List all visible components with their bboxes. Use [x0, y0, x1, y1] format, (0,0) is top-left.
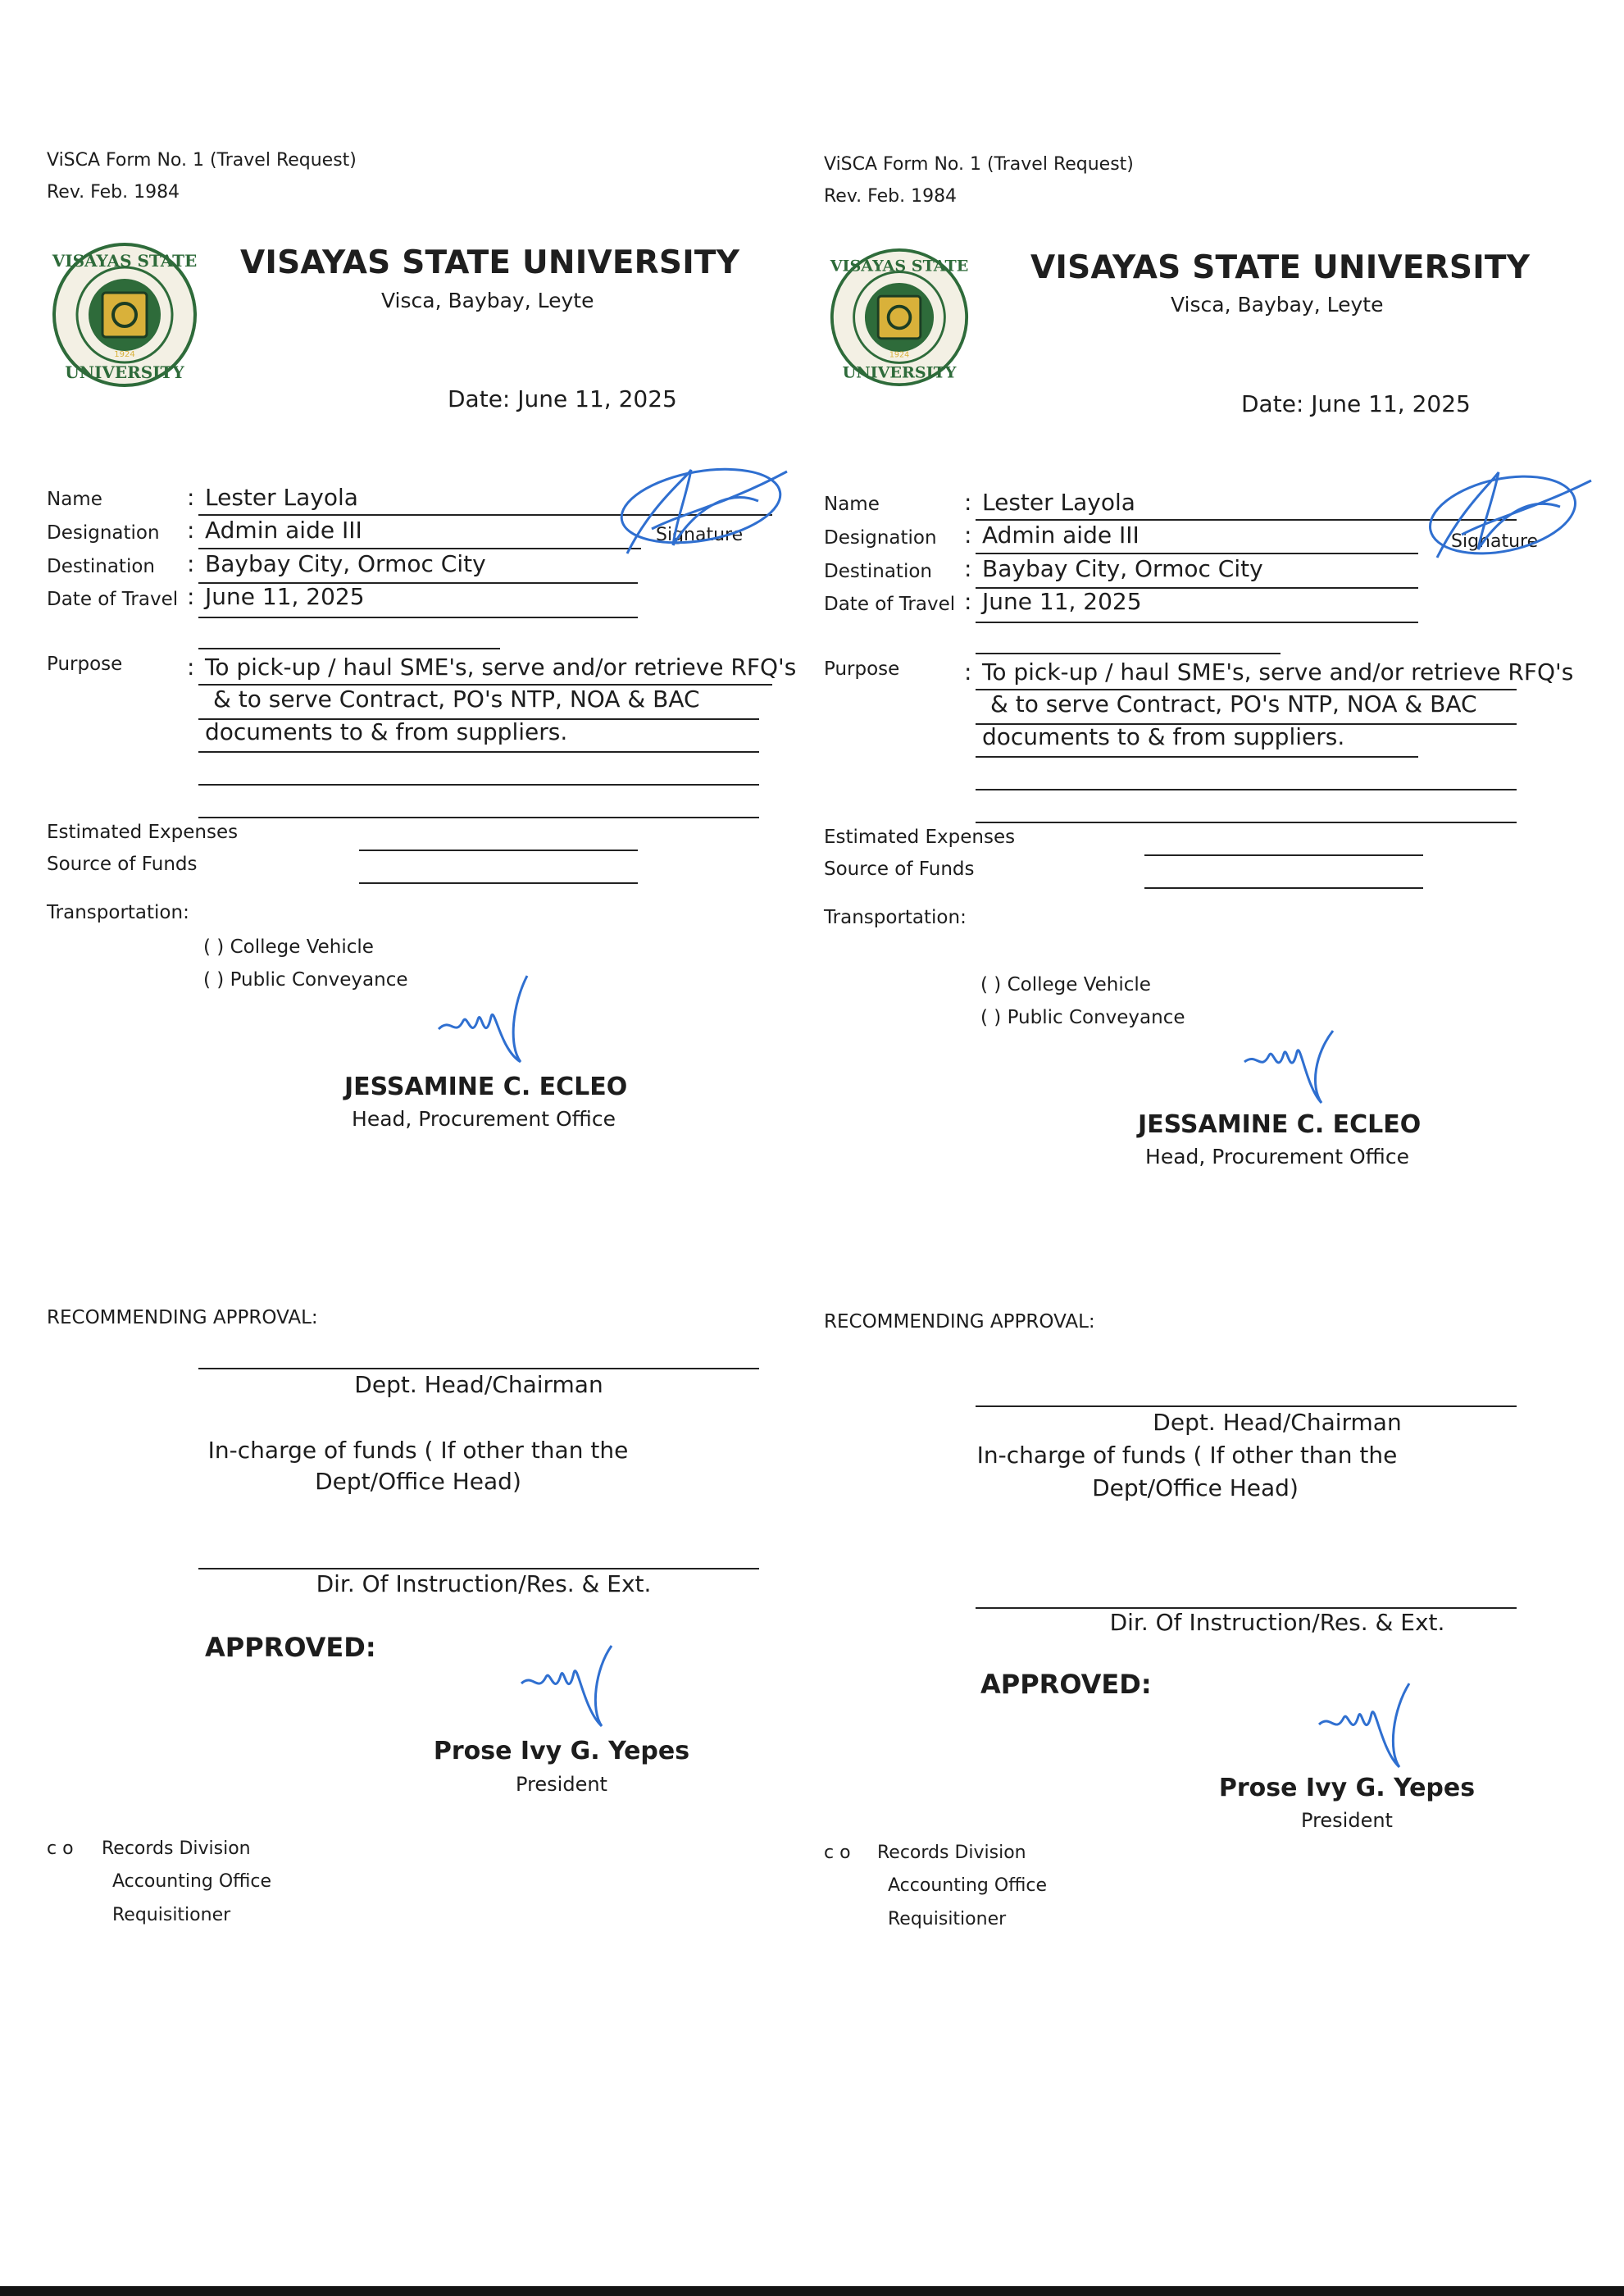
university-seal: [830, 248, 969, 387]
colon: :: [964, 555, 972, 582]
svg-text:VISAYAS STATE: VISAYAS STATE: [52, 251, 198, 271]
colon: :: [964, 522, 972, 549]
purpose-line: [198, 784, 759, 786]
purpose-line-1: To pick-up / haul SME's, serve and/or retrieve RFQ's: [205, 654, 797, 681]
estimated-expenses-label: Estimated Expenses: [824, 827, 1016, 848]
date-of-travel-label: Date of Travel: [47, 589, 179, 610]
source-of-funds-label: Source of Funds: [824, 859, 975, 880]
requester-initial-signature: [430, 972, 537, 1070]
requester-name: JESSAMINE C. ECLEO: [1138, 1110, 1422, 1139]
svg-text:VISAYAS STATE: VISAYAS STATE: [830, 256, 969, 276]
date-of-travel-label: Date of Travel: [824, 594, 956, 615]
cc-requisitioner: Requisitioner: [112, 1905, 231, 1925]
in-charge-label-2: Dept/Office Head): [315, 1468, 521, 1495]
designation-line: [198, 548, 641, 549]
dept-head-label: Dept. Head/Chairman: [354, 1371, 603, 1398]
approved-label: APPROVED:: [980, 1669, 1152, 1700]
recommending-approval-label: RECOMMENDING APPROVAL:: [824, 1311, 1095, 1332]
svg-text:1924: 1924: [889, 350, 910, 360]
colon: :: [187, 550, 195, 577]
designation-label: Designation: [47, 522, 160, 544]
svg-text:1924: 1924: [114, 350, 135, 359]
president-title: President: [516, 1773, 607, 1796]
cc-records-division: Records Division: [877, 1843, 1026, 1863]
colon: :: [187, 517, 195, 544]
university-address: Visca, Baybay, Leyte: [1171, 293, 1384, 317]
colon: :: [187, 654, 195, 681]
university-name: VISAYAS STATE UNIVERSITY: [240, 244, 740, 281]
president-name: Prose Ivy G. Yepes: [433, 1737, 690, 1765]
name-value: Lester Layola: [982, 489, 1135, 516]
colon: :: [964, 489, 972, 516]
purpose-line-2: & to serve Contract, PO's NTP, NOA & BAC: [990, 690, 1477, 718]
purpose-line: [976, 822, 1517, 823]
college-vehicle-option: ( ) College Vehicle: [203, 936, 374, 958]
cc-label: c o: [47, 1838, 74, 1859]
dept-head-line: [198, 1368, 759, 1369]
purpose-line-1: To pick-up / haul SME's, serve and/or retrieve RFQ's: [982, 658, 1574, 686]
signature-label: Signature: [1451, 531, 1539, 552]
designation-value: Admin aide III: [982, 522, 1140, 549]
president-signature: [516, 1644, 623, 1742]
in-charge-label-1: In-charge of funds ( If other than the: [207, 1437, 629, 1464]
requester-name: JESSAMINE C. ECLEO: [344, 1073, 628, 1101]
destination-label: Destination: [47, 556, 155, 577]
purpose-line-2: & to serve Contract, PO's NTP, NOA & BAC: [213, 686, 700, 713]
requester-signature: [594, 455, 791, 570]
dept-head-line: [976, 1405, 1517, 1407]
director-label: Dir. Of Instruction/Res. & Ext.: [316, 1570, 652, 1597]
cc-requisitioner: Requisitioner: [888, 1909, 1007, 1929]
purpose-line: [976, 789, 1517, 790]
in-charge-label-2: Dept/Office Head): [1092, 1474, 1299, 1501]
date-of-travel-value: June 11, 2025: [982, 588, 1142, 615]
purpose-line: [198, 751, 759, 753]
colon: :: [964, 658, 972, 686]
cc-records-division: Records Division: [102, 1838, 251, 1859]
purpose-top-line: [976, 653, 1281, 654]
colon: :: [964, 588, 972, 615]
dept-head-label: Dept. Head/Chairman: [1153, 1409, 1402, 1436]
transportation-label: Transportation:: [47, 902, 189, 923]
purpose-line-3: documents to & from suppliers.: [205, 718, 568, 745]
requester-title: Head, Procurement Office: [1145, 1145, 1409, 1168]
president-title: President: [1301, 1809, 1393, 1832]
travel-request-form-right: [777, 0, 1589, 2296]
colon: :: [187, 484, 195, 511]
name-value: Lester Layola: [205, 484, 358, 511]
destination-value: Baybay City, Ormoc City: [982, 555, 1263, 582]
signature-label: Signature: [656, 525, 744, 545]
purpose-line: [198, 817, 759, 818]
form-revision: Rev. Feb. 1984: [47, 182, 180, 203]
scan-edge: [0, 2286, 1624, 2296]
purpose-line: [976, 756, 1418, 758]
colon: :: [187, 583, 195, 610]
public-conveyance-option: ( ) Public Conveyance: [203, 969, 408, 991]
designation-value: Admin aide III: [205, 517, 362, 544]
form-number: ViSCA Form No. 1 (Travel Request): [47, 150, 357, 171]
source-of-funds-label: Source of Funds: [47, 854, 198, 875]
source-of-funds-line: [1144, 887, 1423, 889]
cc-accounting-office: Accounting Office: [112, 1871, 272, 1892]
name-label: Name: [47, 489, 102, 510]
recommending-approval-label: RECOMMENDING APPROVAL:: [47, 1307, 318, 1328]
form-date: Date: June 11, 2025: [448, 385, 677, 412]
in-charge-label-1: In-charge of funds ( If other than the: [976, 1442, 1398, 1469]
destination-label: Destination: [824, 561, 932, 582]
form-revision: Rev. Feb. 1984: [824, 186, 958, 207]
public-conveyance-option: ( ) Public Conveyance: [980, 1007, 1185, 1028]
director-line: [198, 1568, 759, 1569]
cc-label: c o: [824, 1843, 851, 1863]
purpose-line-3: documents to & from suppliers.: [982, 723, 1345, 750]
svg-text:UNIVERSITY: UNIVERSITY: [842, 362, 957, 382]
cc-accounting-office: Accounting Office: [888, 1875, 1048, 1896]
name-label: Name: [824, 494, 880, 515]
source-of-funds-line: [359, 882, 638, 884]
form-date: Date: June 11, 2025: [1241, 390, 1471, 417]
transportation-label: Transportation:: [824, 907, 967, 928]
date-of-travel-value: June 11, 2025: [205, 583, 365, 610]
estimated-expenses-label: Estimated Expenses: [47, 822, 239, 843]
date-of-travel-line: [976, 622, 1418, 623]
university-name: VISAYAS STATE UNIVERSITY: [1030, 249, 1531, 286]
svg-text:UNIVERSITY: UNIVERSITY: [65, 362, 184, 382]
requester-title: Head, Procurement Office: [352, 1107, 616, 1131]
purpose-label: Purpose: [824, 658, 900, 680]
destination-value: Baybay City, Ormoc City: [205, 550, 486, 577]
director-label: Dir. Of Instruction/Res. & Ext.: [1109, 1609, 1445, 1636]
president-name: Prose Ivy G. Yepes: [1218, 1774, 1476, 1802]
designation-label: Designation: [824, 527, 937, 549]
college-vehicle-option: ( ) College Vehicle: [980, 974, 1151, 995]
approved-label: APPROVED:: [205, 1632, 376, 1663]
form-number: ViSCA Form No. 1 (Travel Request): [824, 154, 1134, 175]
requester-signature: [1396, 459, 1593, 574]
purpose-top-line: [198, 648, 500, 649]
university-address: Visca, Baybay, Leyte: [381, 289, 594, 312]
date-of-travel-line: [198, 617, 638, 618]
designation-line: [976, 553, 1418, 554]
estimated-expenses-line: [359, 850, 638, 851]
purpose-label: Purpose: [47, 654, 123, 675]
president-signature: [1314, 1677, 1421, 1775]
university-seal: [52, 242, 198, 388]
estimated-expenses-line: [1144, 854, 1423, 856]
